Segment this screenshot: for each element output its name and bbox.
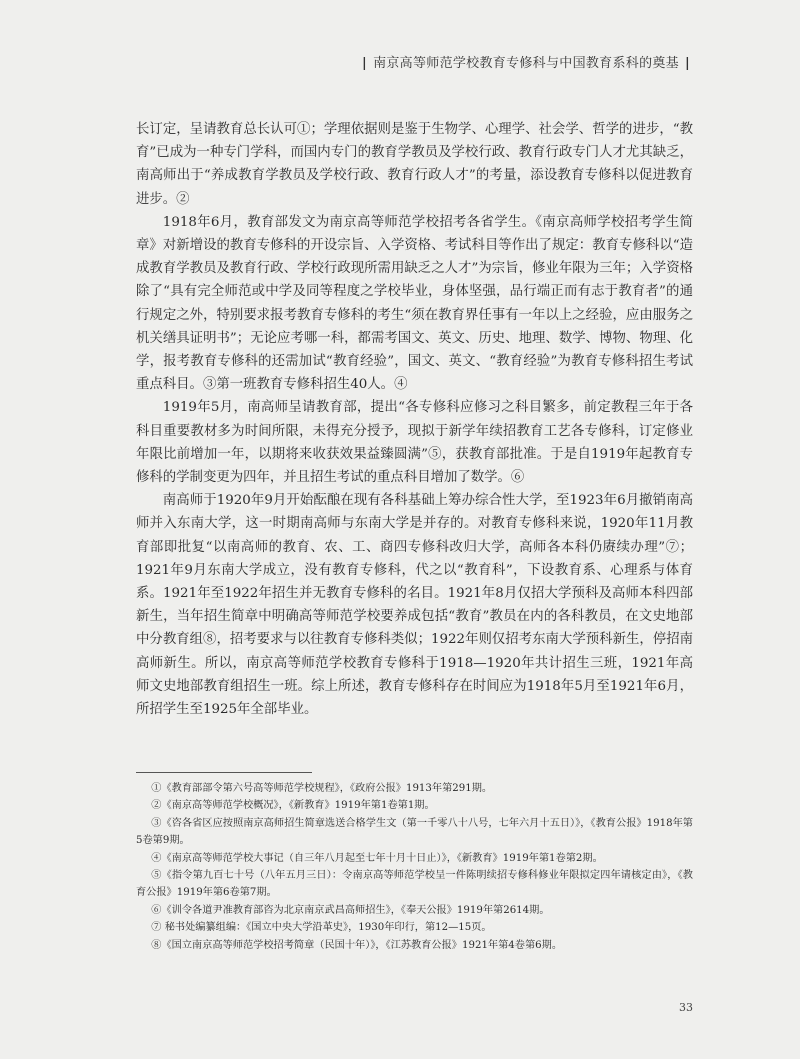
footnote: ①《教育部部令第六号高等师范学校规程》，《政府公报》1913年第291期。 — [151, 783, 493, 794]
footnotes — [136, 780, 693, 954]
page-number: 33 — [679, 1001, 693, 1014]
footnote-divider — [136, 772, 312, 773]
header-bar-right: | — [684, 56, 690, 71]
footnote: ②《南京高等师范学校概况》，《新教育》1919年第1卷第1期。 — [151, 800, 435, 812]
header-title: 南京高等师范学校教育专修科与中国教育系科的奠基 — [373, 56, 679, 71]
paragraph: 长订定，呈请教育总长认可①；学理依据则是鉴于生物学、心理学、社会学、哲学的进步，“教育”已成为一种专门学科，而国内专门的教育学教员及学校行政、教育行政专门人才尤其缺乏，南高师出于“养成教育学教员及学校行政、教育行政人才”的考量，添设教育专修科以促进教育进步。② — [136, 122, 693, 207]
footnote: ⑤《指令第九百七十号（八年五月三日）：令南京高等师范学校呈一件陈明续招专修科修业年限拟定四年请核定由》，《教育公报》1919年第6卷第7期。 — [136, 870, 693, 899]
paragraph: 南高师于1920年9月开始酝酿在现有各科基础上筹办综合性大学，至1923年6月撤销南高师并入东南大学，这一时期南高师与东南大学是并存的。对教育专修科来说，1920年11月教育部即批复“以南高师的教育、农、工、商四专修科改归大学，高师各本科仍赓续办理”⑦；1921年9月东南大学成立，没有教育专修科，代之以“教育科”，下设教育系、心理系与体育系。1921年至1922年招生并无教育专修科的名目。1921年8月仅招大学预科及高师本科四部新生，当年招生简章中明确高等师范学校要养成包括“教育”教员在内的各科教员，在文史地部中分教育组⑧，招考要求与以往教育专修科类似；1922年则仅招考东南大学预科新生，停招南高师新生。所以，南京高等师范学校教育专修科于1918—1920年共计招生三班，1921年高师文史地部教育组招生一班。综上所述，教育专修科存在时间应为1918年5月至1921年6月，所招学生至1925年全部毕业。 — [136, 493, 693, 718]
header-bar-left: | — [362, 56, 368, 71]
footnote: ⑥《训令各道尹准教育部咨为北京南京武昌高师招生》，《奉天公报》1919年第2614期。 — [151, 904, 550, 916]
footnote: ⑦ 秘书处编纂组编：《国立中央大学沿革史》，1930年印行，第12—15页。 — [151, 922, 492, 934]
paragraph: 1919年5月，南高师呈请教育部，提出“各专修科应修习之科目繁多，前定教程三年于各科目重要教材多为时间所限，未得充分授予，现拟于新学年续招教育工艺各专修科，订定修业年限比前增加一年，以期将来收获效果益臻圆满”⑤，获教育部批准。于是自1919年起教育专修科的学制变更为四年，并且招生考试的重点科目增加了数学。⑥ — [136, 400, 693, 486]
running-header — [356, 52, 696, 71]
footnote: ③《咨各省区应按照南京高师招生简章选送合格学生文（第一千零八十八号，七年六月十五日）》，《教育公报》1918年第5卷第9期。 — [136, 817, 693, 847]
footnote: ④《南京高等师范学校大事记（自三年八月起至七年十月十日止）》，《新教育》1919年第1卷第2期。 — [151, 852, 603, 864]
footnote: ⑧《国立南京高等师范学校招考简章（民国十年）》，《江苏教育公报》1921年第4卷第6期。 — [151, 939, 563, 951]
body-text — [136, 118, 693, 721]
paragraph: 1918年6月，教育部发文为南京高等师范学校招考各省学生。《南京高师学校招考学生简章》对新增设的教育专修科的开设宗旨、入学资格、考试科目等作出了规定：教育专修科以“造成教育学教员及教育行政、学校行政现所需用缺乏之人才”为宗旨，修业年限为三年；入学资格除了“具有完全师范或中学及同等程度之学校毕业，身体坚强，品行端正而有志于教育者”的通行规定之外，特别要求报考教育专修科的考生“须在教育界任事有一年以上之经验，应由服务之机关缮具证明书”；无论应考哪一科，都需考国文、英文、历史、地理、数学、博物、物理、化学，报考教育专修科的还需加试“教育经验”，国文、英文、“教育经验”为教育专修科招生考试重点科目。③第一班教育专修科招生40人。④ — [136, 214, 693, 393]
